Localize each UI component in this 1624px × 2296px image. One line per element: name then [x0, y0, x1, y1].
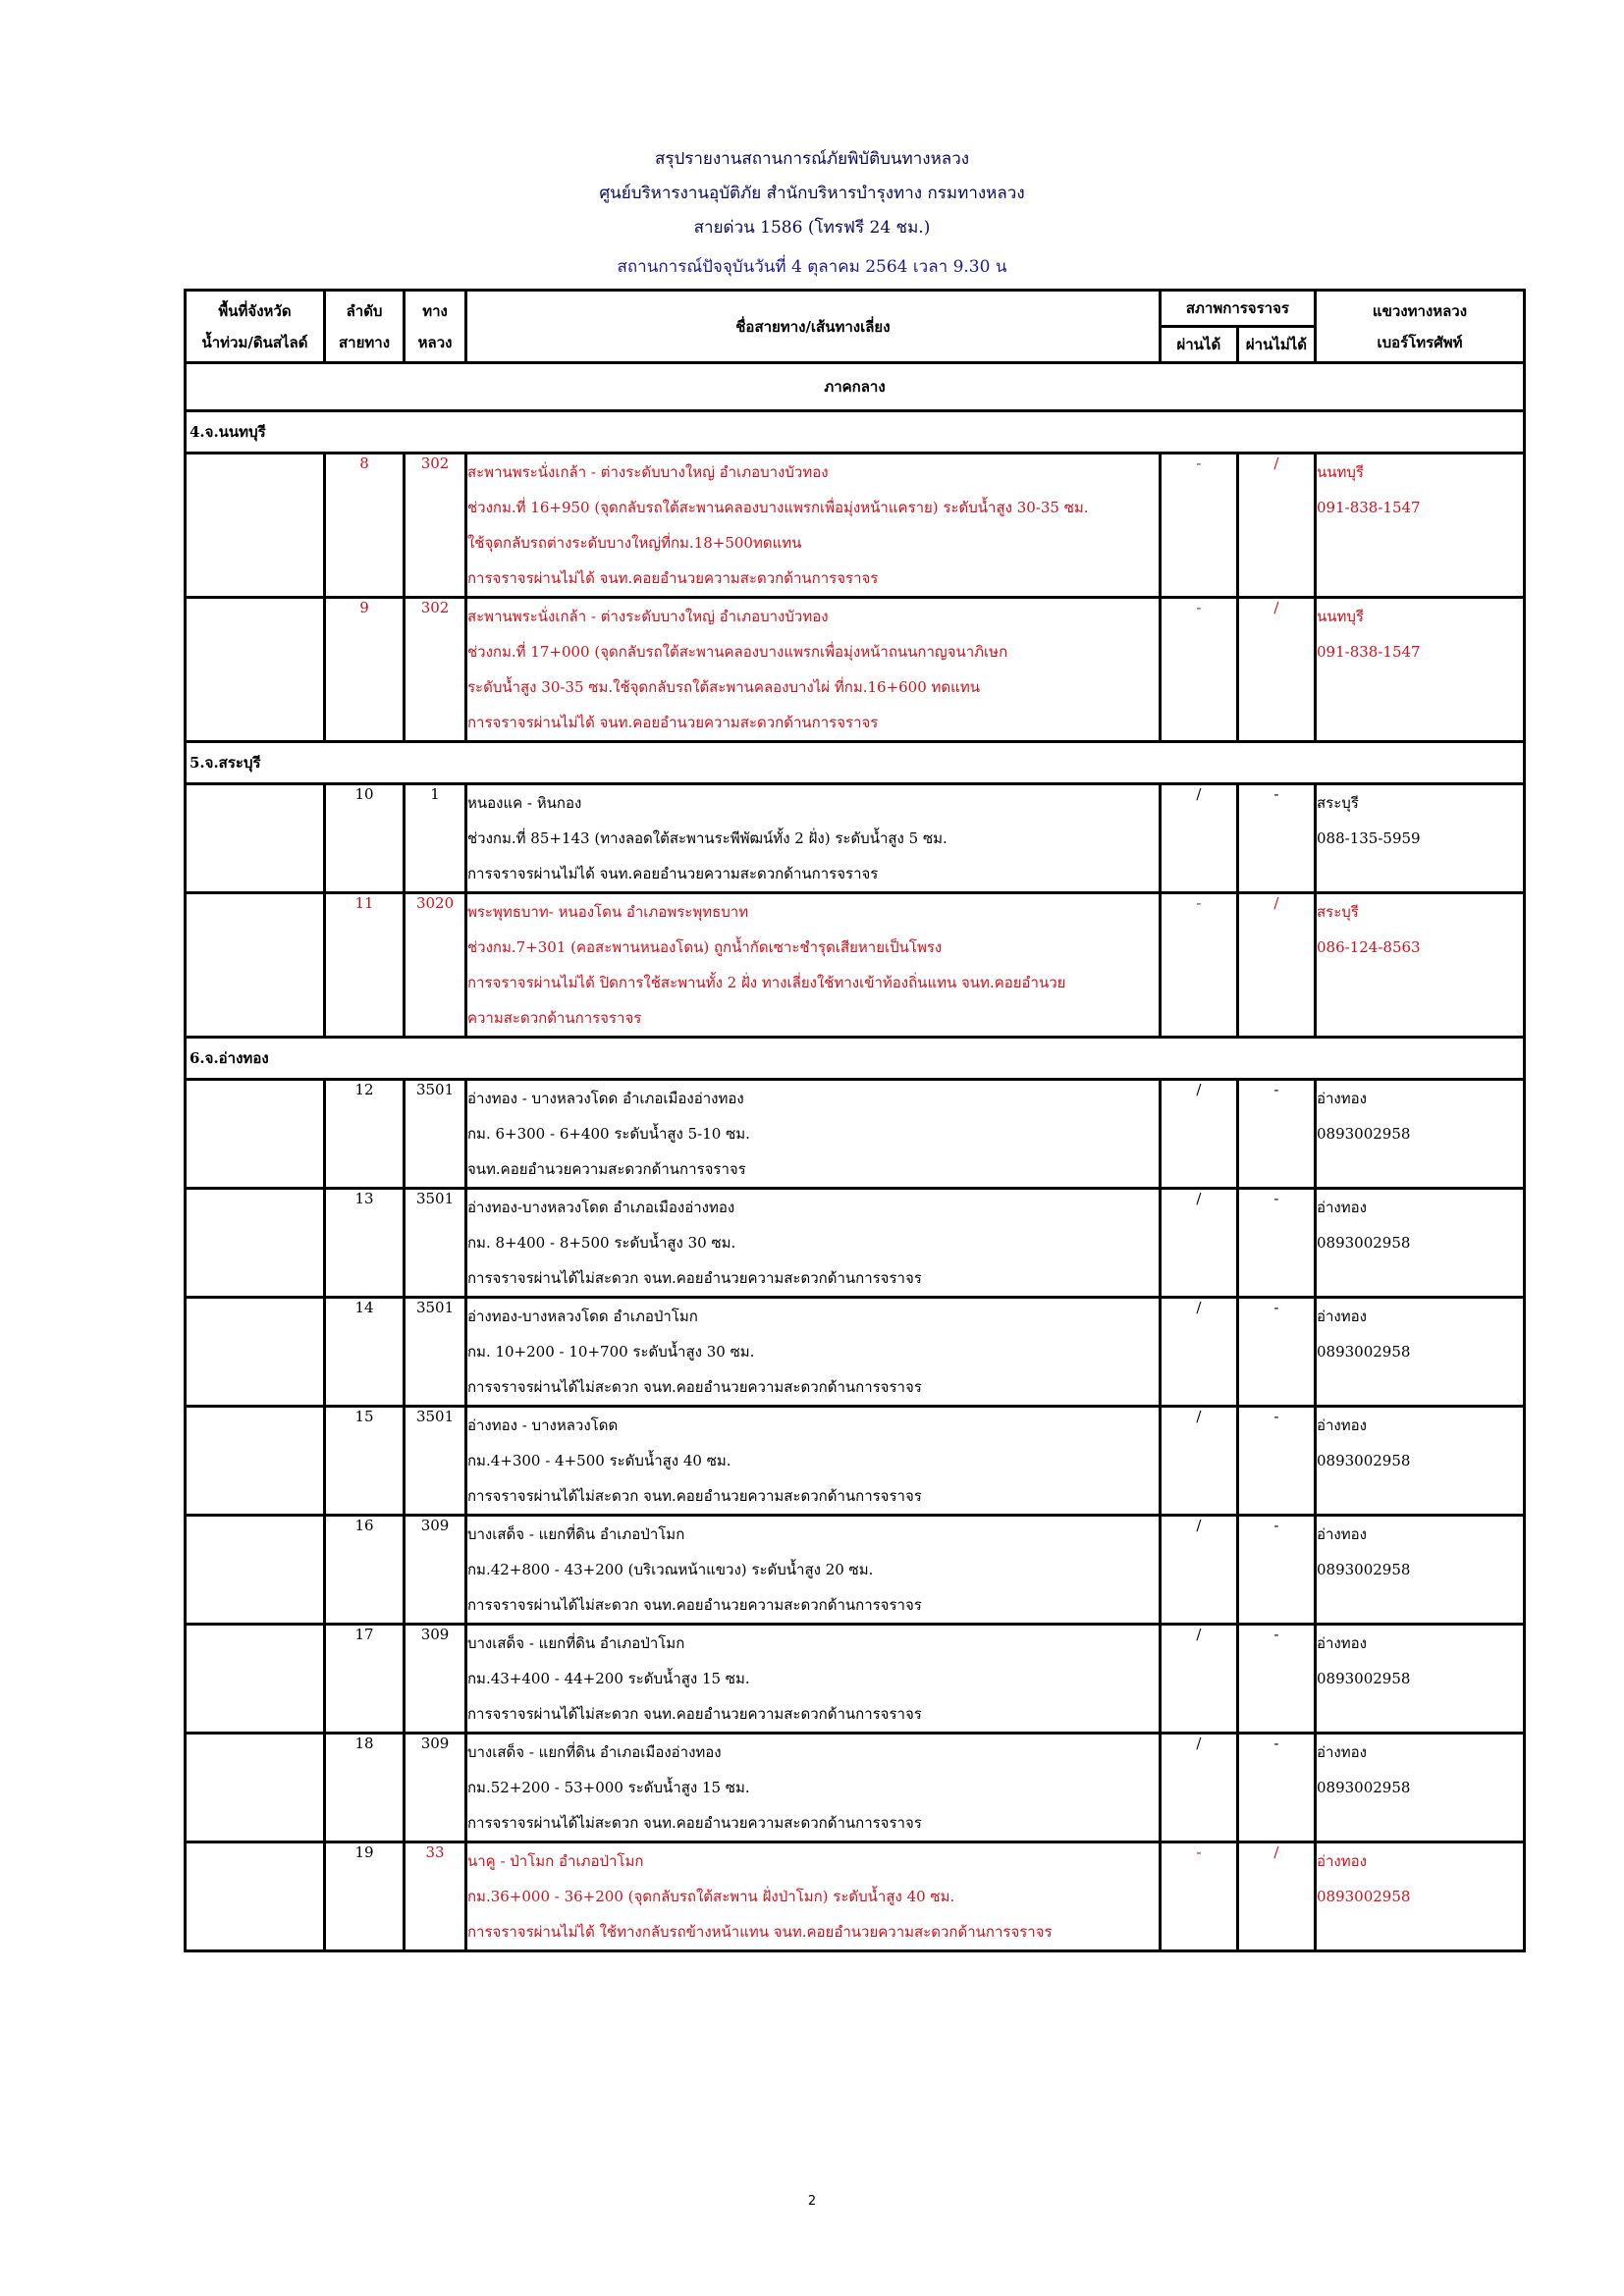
- description-line: พระพุทธบาท- หนองโดน อำเภอพระพุทธบาท: [466, 903, 749, 921]
- table-row: [186, 598, 1525, 742]
- description-line: บางเสด็จ - แยกที่ดิน อำเภอป่าโมก: [466, 1525, 685, 1543]
- office-phone: 0893002958: [1317, 1452, 1411, 1469]
- description-line: ใช้จุดกลับรถต่างระดับบางใหญ่ที่กม.18+500ทดแทน: [466, 534, 802, 552]
- description-line: ความสะดวกด้านการจราจร: [466, 1009, 642, 1027]
- highway-cell: 309: [405, 1734, 466, 1842]
- area-cell: [186, 1080, 325, 1189]
- office-cell: [1316, 454, 1525, 598]
- route-description-cell: [465, 1625, 1160, 1734]
- route-description-cell: [465, 1298, 1160, 1407]
- table-row: [186, 454, 1525, 598]
- passable-mark: -: [1160, 454, 1237, 598]
- description-line: ช่วงกม.ที่ 85+143 (ทางลอดใต้สะพานระพีพัฒน์ทั้ง 2 ฝั่ง) ระดับน้ำสูง 5 ซม.: [466, 829, 947, 847]
- column-header-area: พื้นที่จังหวัด น้ำท่วม/ดินสไลด์: [186, 291, 325, 363]
- office-name: สระบุรี: [1317, 794, 1359, 812]
- highway-cell: 1: [405, 784, 466, 893]
- description-line: กม.43+400 - 44+200 ระดับน้ำสูง 15 ซม.: [466, 1670, 750, 1687]
- office-phone: 0893002958: [1317, 1888, 1411, 1905]
- passable-mark: /: [1160, 1734, 1237, 1842]
- area-cell: [186, 784, 325, 893]
- office-cell: [1316, 1407, 1525, 1516]
- road-status-table: [184, 289, 1526, 1952]
- description-line: การจราจรผ่านได้ไม่สะดวก จนท.คอยอำนวยความสะดวกด้านการจราจร: [466, 1269, 922, 1287]
- office-name: อ่างทอง: [1317, 1852, 1367, 1870]
- office-name: นนทบุรี: [1317, 608, 1364, 625]
- office-phone: 088-135-5959: [1317, 829, 1421, 847]
- table-row: [186, 1516, 1525, 1625]
- sequence-cell: 19: [324, 1842, 404, 1951]
- table-row: [186, 1298, 1525, 1407]
- description-line: การจราจรผ่านได้ไม่สะดวก จนท.คอยอำนวยความสะดวกด้านการจราจร: [466, 1814, 922, 1832]
- description-line: กม.36+000 - 36+200 (จุดกลับรถใต้สะพาน ฝั่งป่าโมก) ระดับน้ำสูง 40 ซม.: [466, 1888, 955, 1905]
- description-line: กม.4+300 - 4+500 ระดับน้ำสูง 40 ซม.: [466, 1452, 731, 1469]
- description-line: ระดับน้ำสูง 30-35 ซม.ใช้จุดกลับรถใต้สะพานคลองบางไผ่ ที่กม.16+600 ทดแทน: [466, 678, 980, 696]
- table-row: [186, 1842, 1525, 1951]
- impassable-mark: -: [1237, 1734, 1315, 1842]
- description-line: การจราจรผ่านไม่ได้ จนท.คอยอำนวยความสะดวกด้านการจราจร: [466, 569, 879, 587]
- highway-cell: 302: [405, 454, 466, 598]
- column-header-traffic-condition: สภาพการจราจร: [1160, 291, 1315, 327]
- passable-mark: /: [1160, 1189, 1237, 1298]
- province-header: 5.จ.สระบุรี: [186, 742, 1525, 784]
- passable-mark: /: [1160, 784, 1237, 893]
- office-cell: [1316, 1080, 1525, 1189]
- province-header: 4.จ.นนทบุรี: [186, 411, 1525, 454]
- office-phone: 086-124-8563: [1317, 938, 1421, 956]
- area-cell: [186, 454, 325, 598]
- sequence-cell: 18: [324, 1734, 404, 1842]
- sequence-cell: 11: [324, 893, 404, 1038]
- table-row: [186, 1625, 1525, 1734]
- route-description-cell: [465, 1516, 1160, 1625]
- office-phone: 091-838-1547: [1317, 643, 1421, 661]
- office-cell: [1316, 1734, 1525, 1842]
- office-name: อ่างทอง: [1317, 1416, 1367, 1434]
- area-cell: [186, 1407, 325, 1516]
- description-line: สะพานพระนั่งเกล้า - ต่างระดับบางใหญ่ อำเภอบางบัวทอง: [466, 608, 829, 625]
- impassable-mark: -: [1237, 1407, 1315, 1516]
- highway-cell: 309: [405, 1625, 466, 1734]
- report-title: สรุปรายงานสถานการณ์ภัยพิบัติบนทางหลวง: [654, 149, 970, 169]
- route-description-cell: [465, 784, 1160, 893]
- description-line: การจราจรผ่านได้ไม่สะดวก จนท.คอยอำนวยความสะดวกด้านการจราจร: [466, 1487, 922, 1505]
- office-cell: [1316, 1298, 1525, 1407]
- passable-mark: -: [1160, 598, 1237, 742]
- sequence-cell: 17: [324, 1625, 404, 1734]
- route-description-cell: [465, 1734, 1160, 1842]
- description-line: สะพานพระนั่งเกล้า - ต่างระดับบางใหญ่ อำเภอบางบัวทอง: [466, 463, 829, 481]
- passable-mark: /: [1160, 1080, 1237, 1189]
- description-line: การจราจรผ่านได้ไม่สะดวก จนท.คอยอำนวยความสะดวกด้านการจราจร: [466, 1378, 922, 1396]
- route-description-cell: [465, 1842, 1160, 1951]
- passable-mark: /: [1160, 1516, 1237, 1625]
- route-description-cell: [465, 1189, 1160, 1298]
- description-line: กม. 6+300 - 6+400 ระดับน้ำสูง 5-10 ซม.: [466, 1125, 750, 1143]
- table-row: [186, 784, 1525, 893]
- office-phone: 091-838-1547: [1317, 499, 1421, 516]
- passable-mark: /: [1160, 1625, 1237, 1734]
- impassable-mark: /: [1237, 598, 1315, 742]
- office-cell: [1316, 1189, 1525, 1298]
- area-cell: [186, 1625, 325, 1734]
- office-name: อ่างทอง: [1317, 1090, 1367, 1107]
- description-line: ช่วงกม.7+301 (คอสะพานหนองโดน) ถูกน้ำกัดเซาะชำรุดเสียหายเป็นโพรง: [466, 938, 943, 956]
- office-cell: [1316, 893, 1525, 1038]
- description-line: การจราจรผ่านได้ไม่สะดวก จนท.คอยอำนวยความสะดวกด้านการจราจร: [466, 1596, 922, 1614]
- impassable-mark: -: [1237, 1189, 1315, 1298]
- route-description-cell: [465, 598, 1160, 742]
- description-line: การจราจรผ่านไม่ได้ จนท.คอยอำนวยความสะดวกด้านการจราจร: [466, 865, 879, 882]
- column-header-sequence: ลำดับ สายทาง: [324, 291, 404, 363]
- sequence-cell: 12: [324, 1080, 404, 1189]
- passable-mark: -: [1160, 893, 1237, 1038]
- office-cell: [1316, 598, 1525, 742]
- table-row: [186, 1080, 1525, 1189]
- description-line: การจราจรผ่านได้ไม่สะดวก จนท.คอยอำนวยความสะดวกด้านการจราจร: [466, 1705, 922, 1723]
- area-cell: [186, 1734, 325, 1842]
- report-organization: ศูนย์บริหารงานอุบัติภัย สำนักบริหารบำรุงทาง กรมทางหลวง: [599, 184, 1025, 203]
- highway-cell: 3501: [405, 1407, 466, 1516]
- office-name: สระบุรี: [1317, 903, 1359, 921]
- impassable-mark: -: [1237, 1516, 1315, 1625]
- description-line: การจราจรผ่านไม่ได้ จนท.คอยอำนวยความสะดวกด้านการจราจร: [466, 714, 879, 731]
- impassable-mark: -: [1237, 1080, 1315, 1189]
- area-cell: [186, 1842, 325, 1951]
- sequence-cell: 14: [324, 1298, 404, 1407]
- office-phone: 0893002958: [1317, 1561, 1411, 1578]
- column-header-highway: ทาง หลวง: [405, 291, 466, 363]
- office-phone: 0893002958: [1317, 1343, 1411, 1361]
- passable-mark: /: [1160, 1298, 1237, 1407]
- table-row: [186, 1189, 1525, 1298]
- area-cell: [186, 1189, 325, 1298]
- table-row: [186, 1734, 1525, 1842]
- description-line: บางเสด็จ - แยกที่ดิน อำเภอป่าโมก: [466, 1634, 685, 1652]
- description-line: ช่วงกม.ที่ 17+000 (จุดกลับรถใต้สะพานคลองบางแพรกเพื่อมุ่งหน้าถนนกาญจนาภิเษก: [466, 643, 1008, 661]
- sequence-cell: 9: [324, 598, 404, 742]
- office-name: อ่างทอง: [1317, 1308, 1367, 1325]
- impassable-mark: /: [1237, 893, 1315, 1038]
- report-status-date: สถานการณ์ปัจจุบันวันที่ 4 ตุลาคม 2564 เวลา 9.30 น: [617, 257, 1007, 277]
- description-line: กม.52+200 - 53+000 ระดับน้ำสูง 15 ซม.: [466, 1779, 750, 1796]
- route-description-cell: [465, 893, 1160, 1038]
- office-cell: [1316, 1516, 1525, 1625]
- column-header-office-phone: แขวงทางหลวง เบอร์โทรศัพท์: [1316, 291, 1525, 363]
- highway-cell: 3501: [405, 1080, 466, 1189]
- region-row: ภาคกลาง: [186, 363, 1525, 411]
- column-header-passable: ผ่านได้: [1160, 327, 1237, 363]
- description-line: กม. 10+200 - 10+700 ระดับน้ำสูง 30 ซม.: [466, 1343, 755, 1361]
- passable-mark: /: [1160, 1407, 1237, 1516]
- area-cell: [186, 893, 325, 1038]
- province-header: 6.จ.อ่างทอง: [186, 1038, 1525, 1080]
- impassable-mark: -: [1237, 1625, 1315, 1734]
- office-cell: [1316, 784, 1525, 893]
- report-hotline: สายด่วน 1586 (โทรฟรี 24 ชม.): [693, 218, 931, 238]
- impassable-mark: /: [1237, 1842, 1315, 1951]
- area-cell: [186, 598, 325, 742]
- office-phone: 0893002958: [1317, 1779, 1411, 1796]
- description-line: อ่างทอง-บางหลวงโดด อำเภอเมืองอ่างทอง: [466, 1199, 735, 1216]
- description-line: อ่างทอง-บางหลวงโดด อำเภอป่าโมก: [466, 1308, 698, 1325]
- description-line: หนองแค - หินกอง: [466, 794, 582, 812]
- column-header-route-name: ชื่อสายทาง/เส้นทางเลี่ยง: [465, 291, 1160, 363]
- route-description-cell: [465, 1080, 1160, 1189]
- office-name: นนทบุรี: [1317, 463, 1364, 481]
- highway-cell: 302: [405, 598, 466, 742]
- route-description-cell: [465, 454, 1160, 598]
- table-row: [186, 893, 1525, 1038]
- description-line: นาคู - ป่าโมก อำเภอป่าโมก: [466, 1852, 644, 1870]
- description-line: การจราจรผ่านไม่ได้ ใช้ทางกลับรถข้างหน้าแทน จนท.คอยอำนวยความสะดวกด้านการจราจร: [466, 1923, 1053, 1941]
- area-cell: [186, 1298, 325, 1407]
- description-line: จนท.คอยอำนวยความสะดวกด้านการจราจร: [466, 1160, 746, 1178]
- passable-mark: -: [1160, 1842, 1237, 1951]
- office-phone: 0893002958: [1317, 1670, 1411, 1687]
- page-number: 2: [807, 2194, 817, 2209]
- sequence-cell: 16: [324, 1516, 404, 1625]
- office-name: อ่างทอง: [1317, 1743, 1367, 1761]
- office-phone: 0893002958: [1317, 1234, 1411, 1252]
- office-phone: 0893002958: [1317, 1125, 1411, 1143]
- column-header-impassable: ผ่านไม่ได้: [1237, 327, 1315, 363]
- office-name: อ่างทอง: [1317, 1199, 1367, 1216]
- description-line: กม.42+800 - 43+200 (บริเวณหน้าแขวง) ระดับน้ำสูง 20 ซม.: [466, 1561, 874, 1578]
- sequence-cell: 10: [324, 784, 404, 893]
- impassable-mark: -: [1237, 784, 1315, 893]
- highway-cell: 3501: [405, 1189, 466, 1298]
- highway-cell: 309: [405, 1516, 466, 1625]
- sequence-cell: 8: [324, 454, 404, 598]
- route-description-cell: [465, 1407, 1160, 1516]
- description-line: อ่างทอง - บางหลวงโดด อำเภอเมืองอ่างทอง: [466, 1090, 744, 1107]
- impassable-mark: -: [1237, 1298, 1315, 1407]
- sequence-cell: 15: [324, 1407, 404, 1516]
- office-cell: [1316, 1842, 1525, 1951]
- description-line: กม. 8+400 - 8+500 ระดับน้ำสูง 30 ซม.: [466, 1234, 736, 1252]
- description-line: บางเสด็จ - แยกที่ดิน อำเภอเมืองอ่างทอง: [466, 1743, 722, 1761]
- description-line: อ่างทอง - บางหลวงโดด: [466, 1416, 619, 1434]
- impassable-mark: /: [1237, 454, 1315, 598]
- office-cell: [1316, 1625, 1525, 1734]
- area-cell: [186, 1516, 325, 1625]
- office-name: อ่างทอง: [1317, 1525, 1367, 1543]
- highway-cell: 3020: [405, 893, 466, 1038]
- description-line: การจราจรผ่านไม่ได้ ปิดการใช้สะพานทั้ง 2 ฝั่ง ทางเลี่ยงใช้ทางเข้าท้องถิ่นแทน จนท.คอยอำนวย: [466, 974, 1066, 991]
- office-name: อ่างทอง: [1317, 1634, 1367, 1652]
- sequence-cell: 13: [324, 1189, 404, 1298]
- table-row: [186, 1407, 1525, 1516]
- highway-cell: 3501: [405, 1298, 466, 1407]
- description-line: ช่วงกม.ที่ 16+950 (จุดกลับรถใต้สะพานคลองบางแพรกเพื่อมุ่งหน้าแคราย) ระดับน้ำสูง 30-35 ซม.: [466, 499, 1089, 516]
- highway-cell: 33: [405, 1842, 466, 1951]
